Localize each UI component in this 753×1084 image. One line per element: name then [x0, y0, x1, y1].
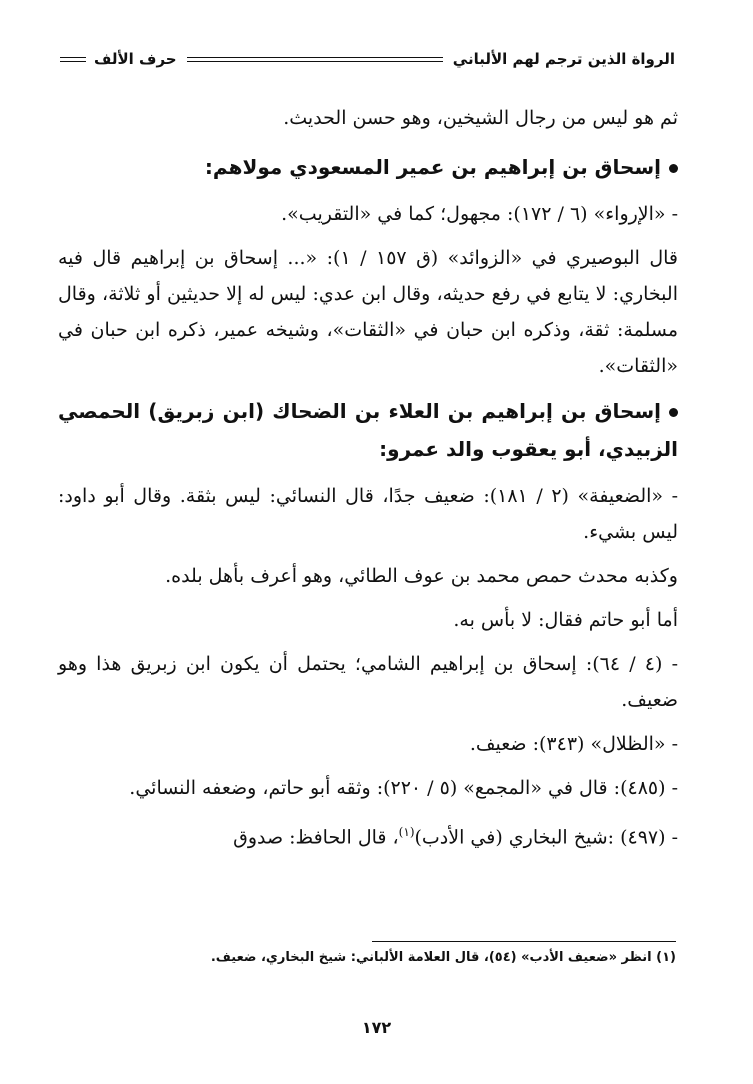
footnote: (١) انظر «ضعيف الأدب» (٥٤)، قال العلامة الألباني: شيخ البخاري، ضعيف. [210, 950, 676, 965]
page-number: ١٧٢ [361, 1018, 392, 1037]
paragraph: ثم هو ليس من رجال الشيخين، وهو حسن الحديث. [283, 107, 678, 129]
main-text [58, 100, 678, 863]
paragraph: - (٤٨٥): قال في «المجمع» (٥ / ٢٢٠): وثقه أبو حاتم، وضعفه النسائي. [129, 777, 678, 799]
bullet-icon [669, 408, 678, 417]
footnote-marker[interactable]: (١) [398, 825, 415, 839]
header-section: حرف الألف [94, 50, 177, 68]
paragraph: قال البوصيري في «الزوائد» (ق ١٥٧ / ١): «... إسحاق بن إبراهيم قال فيه البخاري: لا يتابع في رفع حديثه، وقال ابن عدي: ليس له إلا حديثين أو ثلاثة، وقال مسلمة: ثقة، وذكره ابن حبان في «الثقات»، وشيخه عمير، ذكره ابن حبان في «الثقات». [58, 247, 678, 377]
entry-title: إسحاق بن إبراهيم بن عمير المسعودي مولاهم: [204, 155, 661, 179]
paragraph: - «الضعيفة» (٢ / ١٨١): ضعيف جدًا، قال النسائي: ليس بثقة. وقال أبو داود: ليس بشيء. [58, 485, 678, 543]
entry-heading [58, 392, 678, 468]
paragraph-text: ، قال الحافظ: صدوق [233, 826, 399, 849]
paragraph-text: - (٤٩٧) :شيخ البخاري (في الأدب) [414, 826, 678, 849]
paragraph: وكذبه محدث حمص محمد بن عوف الطائي، وهو أعرف بأهل بلده. [165, 565, 678, 587]
paragraph: - (٤ / ٦٤): إسحاق بن إبراهيم الشامي؛ يحتمل أن يكون ابن زبريق هذا وهو ضعيف. [58, 653, 679, 711]
paragraph: - «الإرواء» (٦ / ١٧٢): مجهول؛ كما في «التقريب». [281, 203, 678, 225]
entry-title: إسحاق بن إبراهيم بن العلاء بن الضحاك (ابن زبريق) الحمصي الزبيدي، أبو يعقوب والد عمرو: [58, 399, 678, 461]
bullet-icon [669, 164, 678, 173]
header-rule [187, 57, 443, 62]
paragraph [58, 814, 678, 855]
paragraph: - «الظلال» (٣٤٣): ضعيف. [469, 733, 678, 755]
running-header [60, 44, 675, 74]
entry-heading [58, 148, 678, 186]
footnote-divider [372, 941, 676, 942]
header-rule-short [60, 57, 86, 62]
paragraph: أما أبو حاتم فقال: لا بأس به. [453, 609, 678, 631]
header-title: الرواة الذين ترجم لهم الألباني [452, 50, 675, 68]
